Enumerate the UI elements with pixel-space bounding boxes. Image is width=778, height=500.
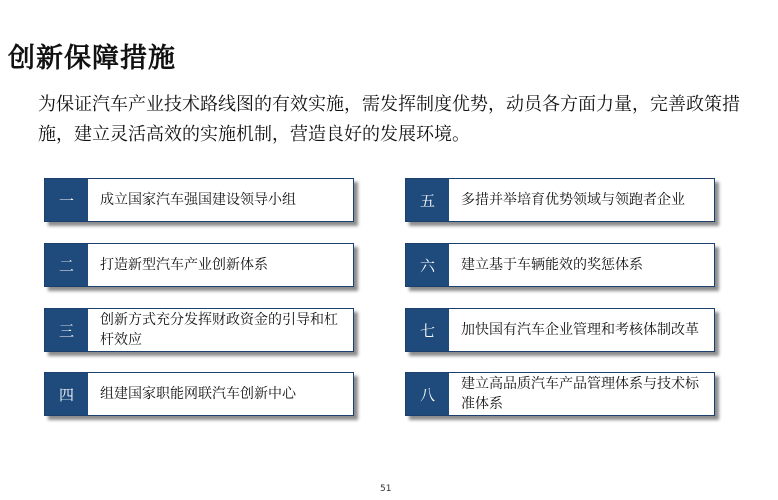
intro-paragraph: 为保证汽车产业技术路线图的有效实施，需发挥制度优势，动员各方面力量，完善政策措施，建立灵活高效的实施机制，营造良好的发展环境。: [38, 94, 740, 145]
measure-label: 组建国家职能网联汽车创新中心: [100, 386, 296, 402]
page-title: 创新保障措施: [8, 43, 176, 74]
measure-number: 一: [45, 179, 88, 221]
measure-label: 建立基于车辆能效的奖惩体系: [461, 257, 643, 273]
measure-label: 打造新型汽车产业创新体系: [100, 257, 268, 273]
measure-item-4: [44, 372, 354, 416]
measure-number: 七: [406, 309, 449, 351]
measure-item-3: [44, 308, 354, 352]
measure-label: 创新方式充分发挥财政资金的引导和杠杆效应: [100, 312, 338, 348]
measure-number: 二: [45, 244, 88, 286]
measure-item-5: [405, 178, 715, 222]
measure-number: 四: [45, 373, 88, 415]
measure-number: 五: [406, 179, 449, 221]
measure-number: 三: [45, 309, 88, 351]
measure-item-6: [405, 243, 715, 287]
measure-number: 八: [406, 373, 449, 415]
measure-item-2: [44, 243, 354, 287]
measure-number: 六: [406, 244, 449, 286]
measure-item-1: [44, 178, 354, 222]
measure-item-8: [405, 372, 715, 416]
measure-label: 多措并举培育优势领域与领跑者企业: [461, 192, 685, 208]
measure-item-7: [405, 308, 715, 352]
measure-label: 成立国家汽车强国建设领导小组: [100, 192, 296, 208]
measure-label: 加快国有汽车企业管理和考核体制改革: [461, 322, 699, 338]
measure-label: 建立高品质汽车产品管理体系与技术标准体系: [461, 376, 699, 412]
page-number: 51: [380, 484, 392, 494]
